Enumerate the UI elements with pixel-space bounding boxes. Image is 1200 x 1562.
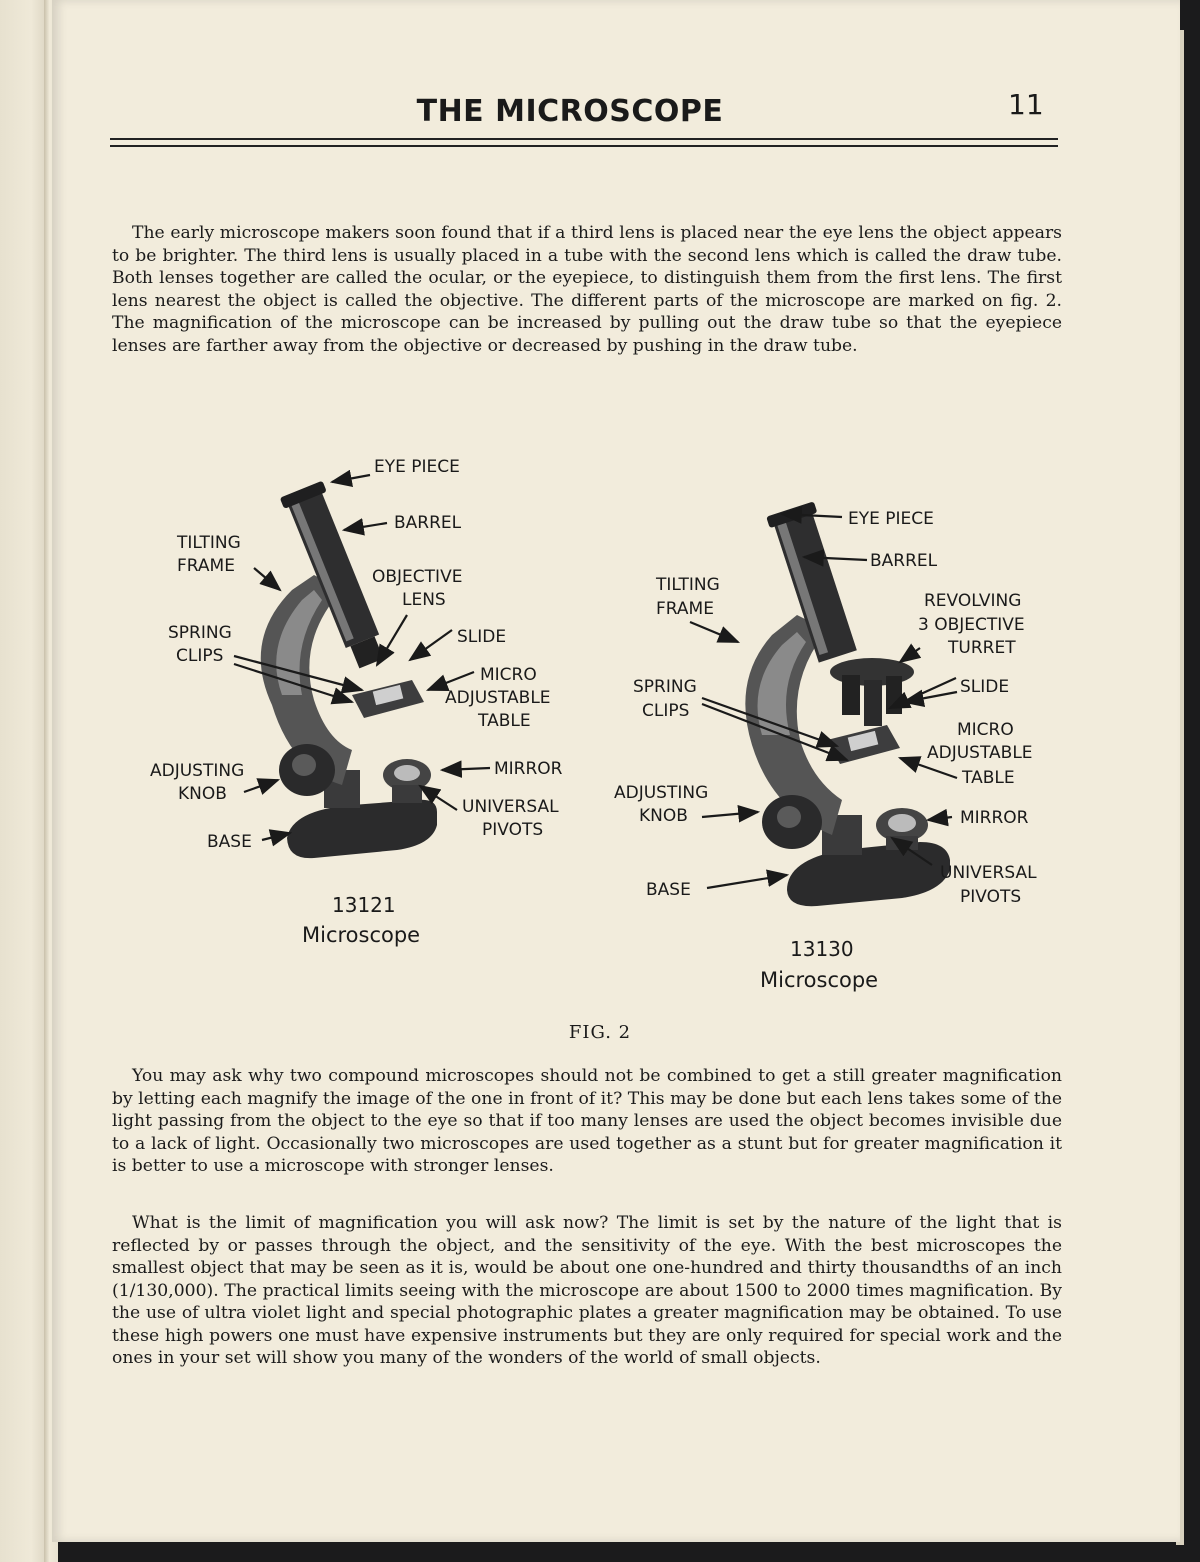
right-label-adjusting: ADJUSTING	[614, 783, 709, 803]
paragraph-two-microscopes: You may ask why two compound microscopes should not be combined to get a still greater magnification by letting each magnify the image of the one in front of it? This may be done but each lens takes some of the light passing from the object to the eye so that if too many lenses are used the object becomes invisible due to a lack of light. Occasionally two microscopes are used together as a stunt but for greater magnification it is better to use a microscope with stronger lenses.	[112, 1066, 1062, 1176]
right-label-eye-piece: EYE PIECE	[848, 509, 934, 529]
running-header-title: THE MICROSCOPE	[416, 94, 724, 129]
right-label-slide: SLIDE	[960, 677, 1010, 697]
paragraph-draw-tube: The early microscope makers soon found that if a third lens is placed near the eye lens the object appears to be brighter. The third lens is usually placed in a tube with the second lens which is called the draw tube. Both lenses together are called the ocular, or the eyepiece, to distinguish them from the first lens. The first lens nearest the object is called the objective. The different parts of the microscope are marked on fig. 2. The magnification of the microscope can be increased by pulling out the draw tube so that the eyepiece lenses are farther away from the objective or decreased by pushing in the draw tube.	[112, 223, 1062, 356]
right-label-barrel: BARREL	[870, 551, 938, 571]
right-label-revolving: REVOLVING	[924, 591, 1022, 611]
header-rule-top	[110, 138, 1058, 140]
right-label-tilting: TILTING	[656, 575, 720, 595]
right-label-micro: MICRO	[957, 720, 1014, 740]
right-label-frame: FRAME	[656, 599, 714, 619]
left-model-number: 13121	[332, 893, 396, 917]
right-label-adjustable: ADJUSTABLE	[927, 743, 1033, 763]
left-label-spring: SPRING	[168, 623, 232, 643]
right-label-base: BASE	[646, 880, 691, 900]
left-label-frame: FRAME	[177, 556, 235, 576]
right-label-mirror: MIRROR	[960, 808, 1029, 828]
left-label-adjusting: ADJUSTING	[150, 761, 245, 781]
figure-2-microscopes	[52, 440, 1180, 1040]
left-model-name: Microscope	[302, 923, 421, 947]
left-label-adjustable: ADJUSTABLE	[445, 688, 551, 708]
left-label-universal: UNIVERSAL	[462, 797, 559, 817]
right-label-clips: CLIPS	[642, 701, 690, 721]
left-label-objective: OBJECTIVE	[372, 567, 463, 587]
right-label-spring: SPRING	[633, 677, 697, 697]
left-label-tilting: TILTING	[177, 533, 241, 553]
right-label-table: TABLE	[962, 768, 1015, 788]
left-label-knob: KNOB	[178, 784, 227, 804]
left-label-lens: LENS	[402, 590, 446, 610]
left-label-pivots: PIVOTS	[482, 820, 544, 840]
left-label-clips: CLIPS	[176, 646, 224, 666]
left-label-barrel: BARREL	[394, 513, 462, 533]
left-label-table: TABLE	[478, 711, 531, 731]
left-label-micro: MICRO	[480, 665, 537, 685]
left-label-mirror: MIRROR	[494, 759, 563, 779]
left-label-base: BASE	[207, 832, 252, 852]
right-label-turret: TURRET	[948, 638, 1016, 658]
page-number: 11	[1008, 88, 1044, 121]
right-label-universal: UNIVERSAL	[940, 863, 1037, 883]
right-label-knob: KNOB	[639, 806, 688, 826]
right-label-pivots: PIVOTS	[960, 887, 1022, 907]
right-model-name: Microscope	[760, 968, 879, 992]
left-label-slide: SLIDE	[457, 627, 507, 647]
header-rule-bottom	[110, 145, 1058, 147]
left-label-eye-piece: EYE PIECE	[374, 457, 460, 477]
right-label-3-objective: 3 OBJECTIVE	[918, 615, 1025, 635]
paragraph-limit-magnification: What is the limit of magnification you will ask now? The limit is set by the nature of the light that is reflected by or passes through the object, and the sensitivity of the eye. With the best microscopes the smallest object that may be seen as it is, would be about one one-hundred and thirty thousandths of an inch (1/130,000). The practical limits seeing with the microscope are about 1500 to 2000 times magnification. By the use of ultra violet light and special photographic plates a greater magnification may be obtained. To use these high powers one must have expensive instruments but they are only required for special work and the ones in your set will show you many of the wonders of the world of small objects.	[112, 1213, 1062, 1368]
figure-caption: FIG. 2	[568, 1022, 632, 1043]
right-model-number: 13130	[790, 937, 854, 961]
